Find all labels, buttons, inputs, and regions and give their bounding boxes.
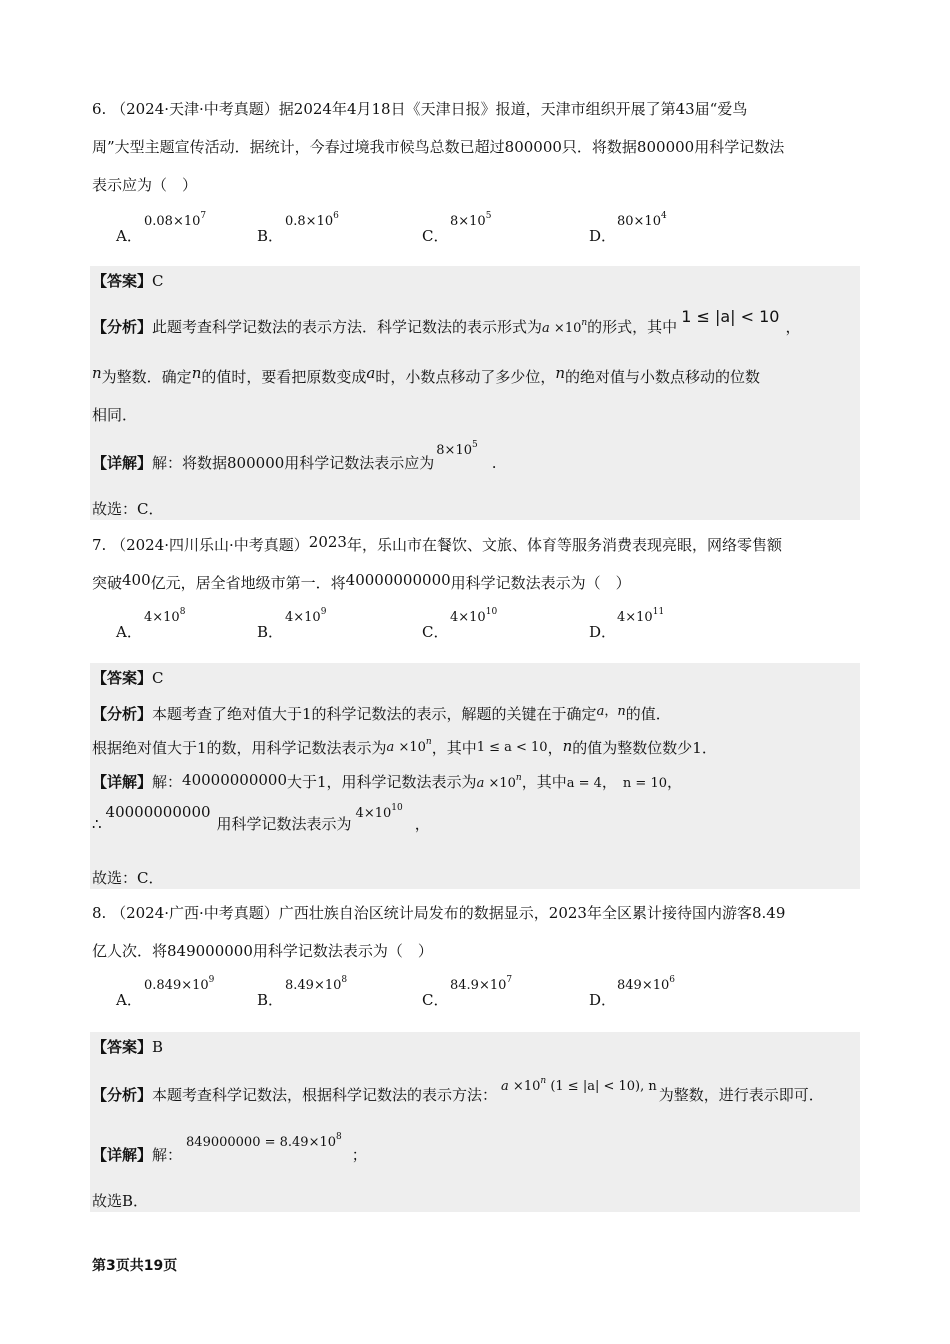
q8-answer: 【答案】B — [92, 1038, 164, 1056]
q7-answer: 【答案】C — [92, 669, 164, 687]
q8-analysis: 【分析】本题考查科学记数法，根据科学记数法的表示方法： $a \times 10^n$ (1 ≤ |a| < 10), n 为整数，进行表示即可． — [92, 1076, 824, 1104]
q7-choose: 故选：C． — [92, 869, 164, 887]
q8-stem-line2: 亿人次．将849000000用科学记数法表示为（ ） — [92, 942, 433, 960]
q7-detail-line2: ∴40000000000用科学记数法表示为$4\times 10^{10}$， — [92, 803, 430, 833]
q7-analysis-line2: 根据绝对值大于1的数，用科学记数法表示为$a \times 10^n$，其中1 ≤ a < 10，n的值为整数位数少1． — [92, 737, 717, 757]
q8-choose: 故选B． — [92, 1192, 149, 1210]
q8-detail: 【详解】解：$849000000 = 8.49\times 10^8$； — [92, 1132, 367, 1164]
q6-solution-box — [90, 266, 860, 520]
document-page: 6. （2024·天津·中考真题）据2024年4月18日《天津日报》报道，天津市组织开展了第43届“爱鸟 周”大型主题宣传活动．据统计，今春过境我市候鸟总数已超过800000只．将数据800000用科学记数法 表示应为（ ） A． $0.08\times 10^7$ B． $0.8\times 10^6$ C． $8\times 10^5$ D． $80\times 10^4$ 【答案】C 【分析】此题考查科学记数法的表示方法．科学记数法的表示形式为$a \times 10^n$的形式，其中1 ≤ |a| < 10， n为整数．确定n的值时，要看把原数变成a时，小数点移动了多少位，n的绝对值与小数点移动的位数 相同． 【详解】解：将数据800000用科学记数法表示应为$8\times 10^5$. 故选：C． 7. （2024·四川乐山·中考真题）2023年，乐山市在餐饮、文旅、体育等服务消费表现亮眼，网络零售额 突破400亿元，居全省地级市第一．将40000000000用科学记数法表示为（ ） A． $4\times 10^8$ B． $4\times 10^9$ C． $4\times 10^{10}$ D． $4\times 10^{11}$ 【答案】C 【分析】本题考查了绝对值大于1的科学记数法的表示，解题的关键在于确定a，n的值． 根据绝对值大于1的数，用科学记数法表示为$a \times 10^n$，其中1 ≤ a < 10，n的值为整数位数少1． 【详解】解：40000000000大于1，用科学记数法表示为$a \times 10^n$，其中a = 4， n = 10， ∴40000000000用科学记数法表示为$4\times 10^{10}$， 故选：C． 8. （2024·广西·中考真题）广西壮族自治区统计局发布的数据显示，2023年全区累计接待国内游客8.49 亿人次．将849000000用科学记数法表示为（ ） A． $0.849\times 10^9$ B． $8.49\times 10^8$ C． $84.9\times 10^7$ D． $849\times 10^6$ 【答案】B 【分析】本题考查科学记数法，根据科学记数法的表示方法： $a \times 10^n$ (1 ≤ |a| < 10), n 为整数，进行表示即可． 【详解】解：$849000000 = 8.49\times 10^8$； 故选B． 第3页共19页 — [0, 0, 950, 1344]
q7-stem-line2: 突破400亿元，居全省地级市第一．将40000000000用科学记数法表示为（ ） — [92, 571, 631, 592]
q6-stem-line1: 6. （2024·天津·中考真题）据2024年4月18日《天津日报》报道，天津市组织开展了第43届“爱鸟 — [92, 100, 748, 118]
q6-analysis-line1: 【分析】此题考查科学记数法的表示方法．科学记数法的表示形式为$a \times 10^n$的形式，其中1 ≤ |a| < 10， — [92, 307, 801, 336]
q6-stem-line3: 表示应为（ ） — [92, 176, 198, 194]
page-footer: 第3页共19页 — [92, 1258, 178, 1274]
q6-answer: 【答案】C — [92, 272, 164, 290]
q6-detail: 【详解】解：将数据800000用科学记数法表示应为$8\times 10^5$. — [92, 440, 497, 472]
q6-stem-line2: 周”大型主题宣传活动．据统计，今春过境我市候鸟总数已超过800000只．将数据800000用科学记数法 — [92, 138, 785, 156]
q7-analysis-line1: 【分析】本题考查了绝对值大于1的科学记数法的表示，解题的关键在于确定a，n的值． — [92, 704, 671, 723]
q6-analysis-line2: n为整数．确定n的值时，要看把原数变成a时，小数点移动了多少位，n的绝对值与小数点移动的位数 — [92, 364, 761, 386]
q8-solution-box — [90, 1032, 860, 1212]
q6-analysis-line3: 相同． — [92, 406, 138, 424]
q7-stem-line1: 7. （2024·四川乐山·中考真题）2023年，乐山市在餐饮、文旅、体育等服务消费表现亮眼，网络零售额 — [92, 533, 782, 554]
q6-choose: 故选：C． — [92, 500, 164, 518]
q7-detail-line1: 【详解】解：40000000000大于1，用科学记数法表示为$a \times 10^n$，其中a = 4， n = 10， — [92, 771, 683, 791]
q8-stem-line1: 8. （2024·广西·中考真题）广西壮族自治区统计局发布的数据显示，2023年全区累计接待国内游客8.49 — [92, 904, 786, 922]
q7-solution-box — [90, 663, 860, 889]
